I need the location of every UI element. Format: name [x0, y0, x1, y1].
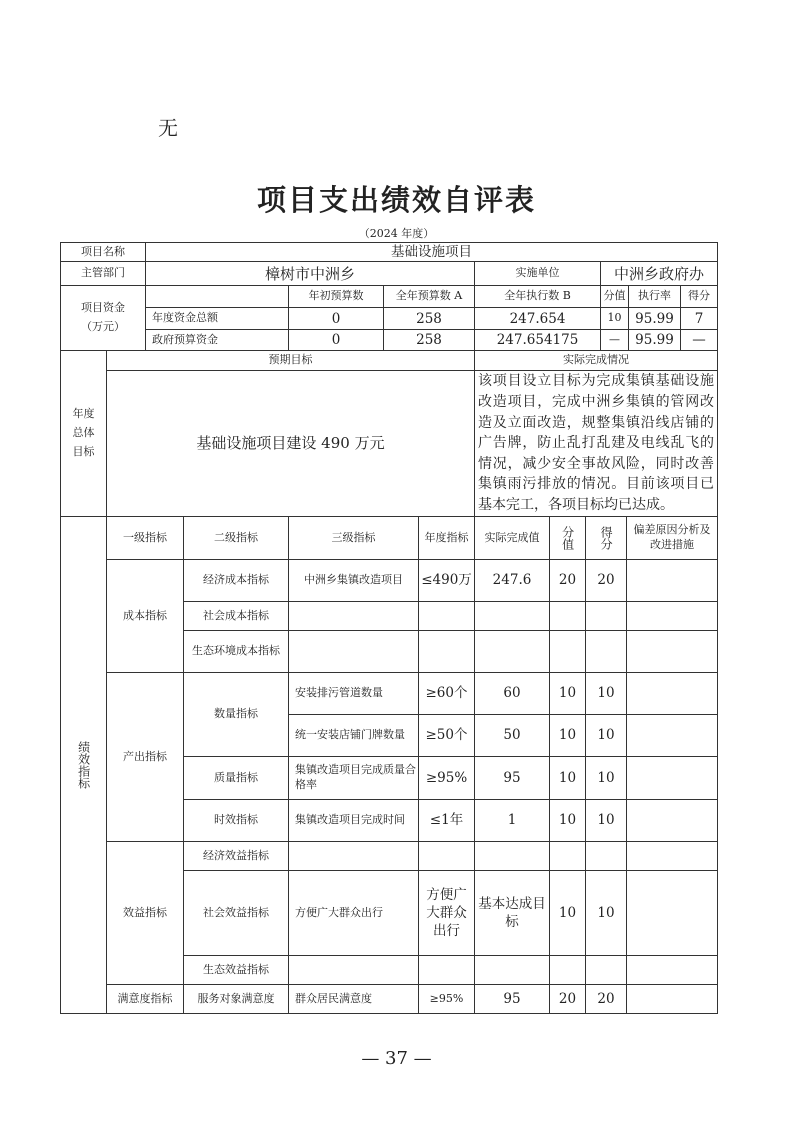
funds-header-exec: 全年执行数 B — [475, 286, 601, 308]
score-cell: 10 — [586, 871, 627, 956]
actual-cell: 95 — [475, 985, 550, 1014]
level2-cell: 经济成本指标 — [184, 560, 289, 602]
annual-cell: ≤490万 — [419, 560, 475, 602]
impl-label: 实施单位 — [475, 262, 601, 286]
funds-row-score: 7 — [681, 308, 718, 330]
deviation-cell — [627, 800, 718, 842]
level3-cell: 集镇改造项目完成质量合格率 — [289, 757, 419, 800]
score-cell — [586, 631, 627, 673]
indicator-row — [61, 560, 718, 602]
funds-row-exec-rate: 95.99 — [629, 330, 681, 351]
funds-row-exec: 247.654175 — [475, 330, 601, 351]
goals-label-line: 总体 — [72, 426, 95, 440]
level3-cell: 统一安装店铺门牌数量 — [289, 715, 419, 757]
project-name-value: 基础设施项目 — [146, 243, 718, 262]
page-title: 项目支出绩效自评表 — [256, 183, 536, 217]
level3-cell: 中洲乡集镇改造项目 — [289, 560, 419, 602]
level1-output: 产出指标 — [107, 673, 184, 842]
level2-cell: 质量指标 — [184, 757, 289, 800]
level3-cell: 集镇改造项目完成时间 — [289, 800, 419, 842]
score-cell: 10 — [586, 757, 627, 800]
expected-goal-header: 预期目标 — [107, 351, 475, 371]
score-cell: 10 — [586, 673, 627, 715]
level3-cell: 安装排污管道数量 — [289, 673, 419, 715]
actual-cell: 50 — [475, 715, 550, 757]
indicator-row — [61, 673, 718, 715]
actual-cell — [475, 602, 550, 631]
level1-cost: 成本指标 — [107, 560, 184, 673]
funds-header-initial: 年初预算数 — [289, 286, 384, 308]
funds-row-initial: 0 — [289, 308, 384, 330]
level3-cell — [289, 602, 419, 631]
score-value-cell: 10 — [550, 715, 586, 757]
expected-goal-text: 基础设施项目建设 490 万元 — [107, 371, 475, 517]
score-cell — [586, 842, 627, 871]
annual-cell — [419, 602, 475, 631]
none-note: 无 — [158, 116, 178, 140]
funds-row-name: 政府预算资金 — [146, 330, 289, 351]
deviation-cell — [627, 757, 718, 800]
header-actual: 实际完成值 — [475, 517, 550, 560]
funds-row-score-value: — — [601, 330, 629, 351]
header-level2: 二级指标 — [184, 517, 289, 560]
indicators-table — [60, 516, 718, 1014]
level1-benefit: 效益指标 — [107, 842, 184, 985]
score-cell: 10 — [586, 800, 627, 842]
level2-cell: 生态环境成本指标 — [184, 631, 289, 673]
level3-cell: 方便广大群众出行 — [289, 871, 419, 956]
header-deviation: 偏差原因分析及改进措施 — [627, 517, 718, 560]
header-level3: 三级指标 — [289, 517, 419, 560]
funds-header-score-value: 分值 — [601, 286, 629, 308]
deviation-cell — [627, 871, 718, 956]
annual-cell: ≥95% — [419, 757, 475, 800]
actual-cell: 1 — [475, 800, 550, 842]
level2-cell: 社会成本指标 — [184, 602, 289, 631]
actual-cell: 95 — [475, 757, 550, 800]
score-value-cell: 20 — [550, 560, 586, 602]
dept-label: 主管部门 — [61, 262, 146, 286]
actual-cell — [475, 631, 550, 673]
score-value-cell — [550, 631, 586, 673]
annual-cell: ≥60个 — [419, 673, 475, 715]
goals-table — [60, 350, 718, 517]
funds-row-exec: 247.654 — [475, 308, 601, 330]
funds-header-exec-rate: 执行率 — [629, 286, 681, 308]
goals-label — [61, 351, 107, 517]
funds-row — [61, 308, 718, 330]
deviation-cell — [627, 560, 718, 602]
header-score — [586, 517, 627, 560]
level2-cell: 服务对象满意度 — [184, 985, 289, 1014]
funds-row-score: — — [681, 330, 718, 351]
funds-row-initial: 0 — [289, 330, 384, 351]
annual-cell — [419, 842, 475, 871]
score-cell: 20 — [586, 560, 627, 602]
funds-row-annual: 258 — [384, 330, 475, 351]
goals-label-line: 年度 — [72, 407, 95, 421]
score-cell — [586, 956, 627, 985]
level1-satisfaction: 满意度指标 — [107, 985, 184, 1014]
actual-cell — [475, 956, 550, 985]
indicators-section-text: 绩效指标 — [76, 741, 91, 789]
score-cell — [586, 602, 627, 631]
score-value-cell — [550, 956, 586, 985]
annual-cell: 方便广大群众出行 — [419, 871, 475, 956]
level2-cell: 数量指标 — [184, 673, 289, 757]
funds-row-score-value: 10 — [601, 308, 629, 330]
score-cell: 10 — [586, 715, 627, 757]
deviation-cell — [627, 956, 718, 985]
header-score-value — [550, 517, 586, 560]
score-value-cell — [550, 842, 586, 871]
deviation-cell — [627, 631, 718, 673]
indicator-row — [61, 842, 718, 871]
funds-header-annual: 全年预算数 A — [384, 286, 475, 308]
year-label: （2024 年度） — [358, 227, 435, 240]
funds-label-line1: 项目资金 — [81, 301, 125, 315]
header-score-value-text: 分值 — [560, 526, 575, 550]
funds-row-annual: 258 — [384, 308, 475, 330]
annual-cell: ≥95% — [419, 985, 475, 1014]
funds-header-blank — [146, 286, 289, 308]
level3-cell: 群众居民满意度 — [289, 985, 419, 1014]
score-value-cell: 10 — [550, 673, 586, 715]
funds-header-score: 得分 — [681, 286, 718, 308]
annual-cell: ≥50个 — [419, 715, 475, 757]
actual-cell — [475, 842, 550, 871]
annual-cell — [419, 631, 475, 673]
score-value-cell: 10 — [550, 871, 586, 956]
score-value-cell: 10 — [550, 757, 586, 800]
funds-label — [61, 286, 146, 351]
project-name-label: 项目名称 — [61, 243, 146, 262]
annual-cell: ≤1年 — [419, 800, 475, 842]
level3-cell — [289, 842, 419, 871]
level2-cell: 经济效益指标 — [184, 842, 289, 871]
score-value-cell: 20 — [550, 985, 586, 1014]
level2-cell: 时效指标 — [184, 800, 289, 842]
deviation-cell — [627, 673, 718, 715]
deviation-cell — [627, 985, 718, 1014]
actual-cell: 60 — [475, 673, 550, 715]
level2-cell: 生态效益指标 — [184, 956, 289, 985]
score-cell: 20 — [586, 985, 627, 1014]
level2-cell: 社会效益指标 — [184, 871, 289, 956]
dept-value: 樟树市中洲乡 — [146, 262, 475, 286]
funds-row-name: 年度资金总额 — [146, 308, 289, 330]
project-info-table — [60, 242, 718, 351]
funds-label-line2: （万元） — [81, 320, 125, 334]
deviation-cell — [627, 842, 718, 871]
score-value-cell: 10 — [550, 800, 586, 842]
level3-cell — [289, 956, 419, 985]
funds-row — [61, 330, 718, 351]
indicator-row — [61, 985, 718, 1014]
actual-cell: 247.6 — [475, 560, 550, 602]
level3-cell — [289, 631, 419, 673]
actual-completion-header: 实际完成情况 — [475, 351, 718, 371]
score-value-cell — [550, 602, 586, 631]
actual-cell: 基本达成目标 — [475, 871, 550, 956]
header-level1: 一级指标 — [107, 517, 184, 560]
annual-cell — [419, 956, 475, 985]
goals-label-line: 目标 — [72, 444, 95, 458]
impl-value: 中洲乡政府办 — [601, 262, 718, 286]
header-score-text: 得分 — [599, 526, 614, 550]
deviation-cell — [627, 602, 718, 631]
page-number: — 37 — — [361, 1048, 432, 1069]
indicators-section-label — [61, 517, 107, 1014]
funds-row-exec-rate: 95.99 — [629, 308, 681, 330]
actual-completion-text: 该项目设立目标为完成集镇基础设施改造项目，完成中洲乡集镇的管网改造及立面改造，规整集镇沿线店铺的广告牌，防止乱打乱建及电线乱飞的情况，减少安全事故风险，同时改善集镇雨污排放的情况。目前该项目已基本完工，各项目标均已达成。 — [475, 371, 718, 517]
deviation-cell — [627, 715, 718, 757]
header-annual: 年度指标 — [419, 517, 475, 560]
